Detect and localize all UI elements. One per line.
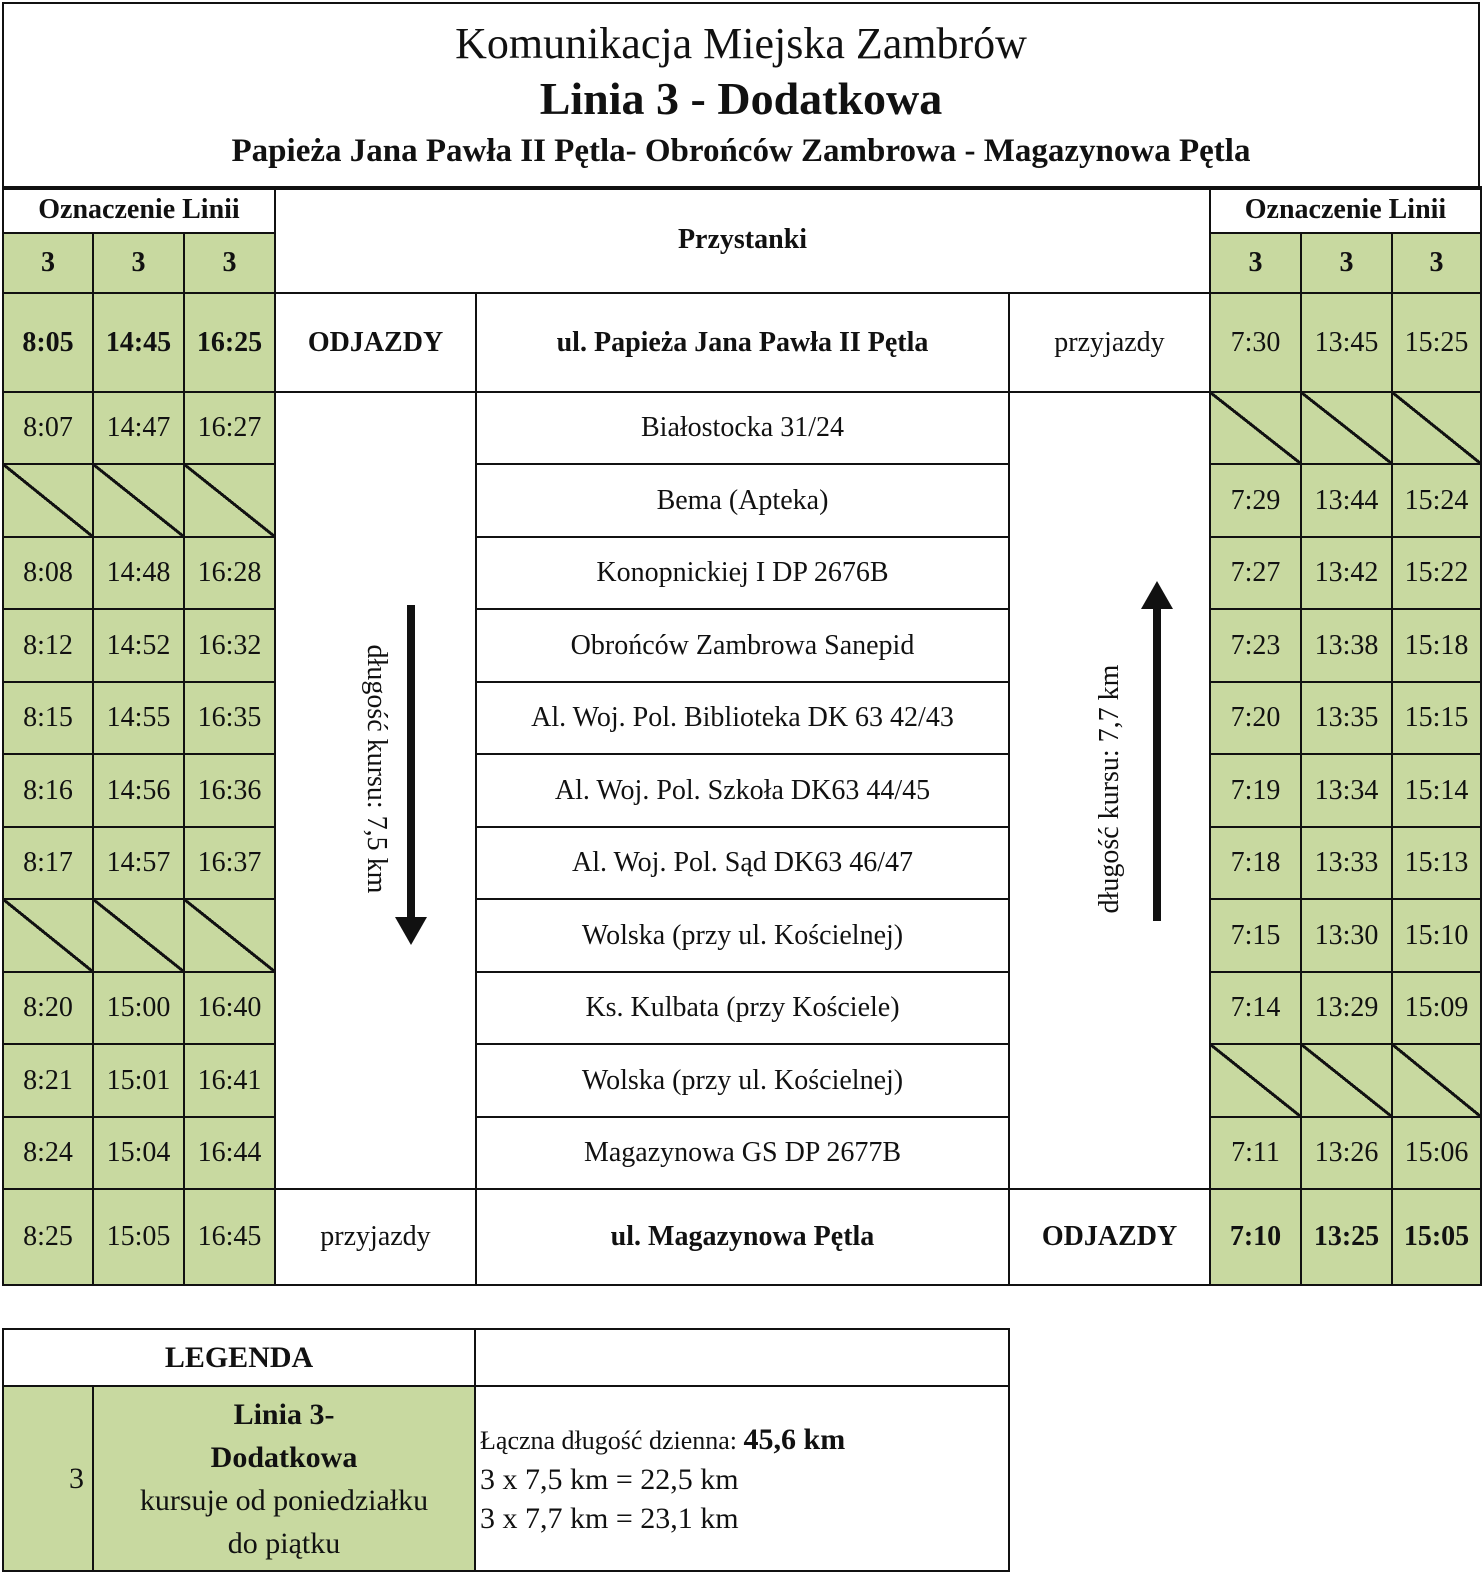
arrival-time: 8:25 bbox=[3, 1189, 93, 1285]
arrival-time: 15:22 bbox=[1392, 537, 1481, 609]
line-number-cell: 3 bbox=[1210, 233, 1301, 293]
no-stop-cell bbox=[1392, 1044, 1481, 1117]
stop-name: Obrońców Zambrowa Sanepid bbox=[476, 609, 1009, 682]
no-stop-cell bbox=[93, 899, 184, 972]
legend-schedule: do piątku bbox=[227, 1526, 341, 1560]
departure-time: 16:44 bbox=[184, 1117, 275, 1189]
stop-row bbox=[3, 972, 1481, 1044]
legend-schedule: kursuje od poniedziałku bbox=[139, 1483, 429, 1517]
departure-time: 14:52 bbox=[93, 609, 184, 682]
stops-header: Przystanki bbox=[275, 187, 1210, 293]
departure-time: 15:00 bbox=[93, 972, 184, 1044]
departure-time: 16:32 bbox=[184, 609, 275, 682]
course-length-label: długość kursu: 7,7 km bbox=[1094, 664, 1125, 914]
no-stop-cell bbox=[93, 464, 184, 537]
last-stop-name: ul. Magazynowa Pętla bbox=[476, 1189, 1009, 1285]
stop-name: Magazynowa GS DP 2677B bbox=[476, 1117, 1009, 1189]
departure-time: 8:05 bbox=[3, 293, 93, 392]
arrival-time: 15:25 bbox=[1392, 293, 1481, 392]
no-stop-cell bbox=[1210, 1044, 1301, 1117]
legend-line-description bbox=[93, 1386, 475, 1571]
arrival-time: 13:38 bbox=[1301, 609, 1392, 682]
stop-row bbox=[3, 682, 1481, 754]
arrival-time: 7:18 bbox=[1210, 827, 1301, 899]
departures-label: ODJAZDY bbox=[1009, 1189, 1210, 1285]
arrival-time: 13:34 bbox=[1301, 754, 1392, 827]
arrival-time: 15:05 bbox=[93, 1189, 184, 1285]
stop-name: Al. Woj. Pol. Biblioteka DK 63 42/43 bbox=[476, 682, 1009, 754]
arrival-time: 7:20 bbox=[1210, 682, 1301, 754]
course-length-label: długość kursu: 7,5 km bbox=[361, 644, 392, 894]
arrival-time: 7:11 bbox=[1210, 1117, 1301, 1189]
stop-name: Konopnickiej I DP 2676B bbox=[476, 537, 1009, 609]
departure-time: 16:36 bbox=[184, 754, 275, 827]
direction-down-cell bbox=[275, 392, 476, 1189]
departure-time: 14:47 bbox=[93, 392, 184, 464]
header-box bbox=[2, 2, 1480, 190]
page-title: Komunikacja Miejska Zambrów bbox=[455, 19, 1027, 68]
stop-name: Wolska (przy ul. Kościelnej) bbox=[476, 1044, 1009, 1117]
arrival-time: 15:10 bbox=[1392, 899, 1481, 972]
arrival-time: 13:35 bbox=[1301, 682, 1392, 754]
no-stop-cell bbox=[184, 899, 275, 972]
arrival-time: 15:24 bbox=[1392, 464, 1481, 537]
daily-length-label: Łączna długość dzienna: bbox=[480, 1425, 744, 1455]
departure-time: 14:56 bbox=[93, 754, 184, 827]
stop-row bbox=[3, 464, 1481, 537]
departure-time: 16:28 bbox=[184, 537, 275, 609]
stop-row bbox=[3, 392, 1481, 464]
line-name: Linia 3 - Dodatkowa bbox=[539, 73, 943, 124]
stop-row bbox=[3, 1117, 1481, 1189]
no-stop-cell bbox=[3, 464, 93, 537]
arrival-time: 15:15 bbox=[1392, 682, 1481, 754]
stop-name: Wolska (przy ul. Kościelnej) bbox=[476, 899, 1009, 972]
no-stop-cell bbox=[184, 464, 275, 537]
arrival-time: 13:45 bbox=[1301, 293, 1392, 392]
calc-down: 3 x 7,5 km = 22,5 km bbox=[480, 1462, 739, 1496]
no-stop-cell bbox=[1301, 392, 1392, 464]
no-stop-cell bbox=[1210, 392, 1301, 464]
departure-time: 14:48 bbox=[93, 537, 184, 609]
departure-time: 14:45 bbox=[93, 293, 184, 392]
legend-empty-cell bbox=[475, 1329, 1009, 1386]
direction-up-cell bbox=[1009, 392, 1210, 1189]
timetable bbox=[2, 186, 1482, 1286]
line-designation-header-left: Oznaczenie Linii bbox=[3, 187, 275, 233]
departure-time: 8:15 bbox=[3, 682, 93, 754]
arrival-time: 13:44 bbox=[1301, 464, 1392, 537]
arrival-time: 7:23 bbox=[1210, 609, 1301, 682]
stop-row bbox=[3, 1044, 1481, 1117]
departure-time: 16:27 bbox=[184, 392, 275, 464]
departure-time: 14:57 bbox=[93, 827, 184, 899]
arrival-time: 15:14 bbox=[1392, 754, 1481, 827]
line-number-cell: 3 bbox=[1301, 233, 1392, 293]
departure-time: 14:55 bbox=[93, 682, 184, 754]
arrival-time: 15:06 bbox=[1392, 1117, 1481, 1189]
arrival-time: 13:26 bbox=[1301, 1117, 1392, 1189]
legend-distance-info bbox=[475, 1386, 1009, 1571]
departure-time: 16:40 bbox=[184, 972, 275, 1044]
stop-name: Ks. Kulbata (przy Kościele) bbox=[476, 972, 1009, 1044]
legend-title: LEGENDA bbox=[3, 1329, 475, 1386]
stop-row bbox=[3, 827, 1481, 899]
departure-time: 8:07 bbox=[3, 392, 93, 464]
stop-name: Białostocka 31/24 bbox=[476, 392, 1009, 464]
last-stop-row bbox=[3, 1189, 1481, 1285]
arrow-up-icon bbox=[1137, 581, 1177, 941]
stop-row bbox=[3, 899, 1481, 972]
line-number-cell: 3 bbox=[184, 233, 275, 293]
line-number-cell: 3 bbox=[3, 233, 93, 293]
departure-time: 15:04 bbox=[93, 1117, 184, 1189]
arrival-time: 7:30 bbox=[1210, 293, 1301, 392]
arrow-down-icon bbox=[391, 605, 431, 965]
first-stop-row bbox=[3, 293, 1481, 392]
arrival-time: 7:15 bbox=[1210, 899, 1301, 972]
departure-time: 8:16 bbox=[3, 754, 93, 827]
daily-length-value: 45,6 km bbox=[743, 1422, 846, 1456]
departure-time: 16:25 bbox=[184, 293, 275, 392]
no-stop-cell bbox=[3, 899, 93, 972]
departure-time: 8:21 bbox=[3, 1044, 93, 1117]
departure-time: 16:41 bbox=[184, 1044, 275, 1117]
departure-time: 13:25 bbox=[1301, 1189, 1392, 1285]
departure-time: 8:17 bbox=[3, 827, 93, 899]
departure-time: 8:08 bbox=[3, 537, 93, 609]
legend-table bbox=[2, 1328, 1010, 1572]
arrival-time: 13:29 bbox=[1301, 972, 1392, 1044]
departure-time: 15:01 bbox=[93, 1044, 184, 1117]
stop-row bbox=[3, 754, 1481, 827]
line-designation-header-right: Oznaczenie Linii bbox=[1210, 187, 1481, 233]
legend-line-name: Linia 3- bbox=[233, 1397, 335, 1431]
arrival-time: 13:30 bbox=[1301, 899, 1392, 972]
no-stop-cell bbox=[1301, 1044, 1392, 1117]
departures-label: ODJAZDY bbox=[275, 293, 476, 392]
departure-time: 8:12 bbox=[3, 609, 93, 682]
stop-row bbox=[3, 537, 1481, 609]
stop-name: Al. Woj. Pol. Sąd DK63 46/47 bbox=[476, 827, 1009, 899]
line-number-cell: 3 bbox=[93, 233, 184, 293]
departure-time: 16:37 bbox=[184, 827, 275, 899]
stop-row bbox=[3, 609, 1481, 682]
arrival-time: 7:14 bbox=[1210, 972, 1301, 1044]
arrival-time: 7:19 bbox=[1210, 754, 1301, 827]
arrival-time: 15:09 bbox=[1392, 972, 1481, 1044]
departure-time: 8:20 bbox=[3, 972, 93, 1044]
arrival-time: 13:42 bbox=[1301, 537, 1392, 609]
first-stop-name: ul. Papieża Jana Pawła II Pętla bbox=[476, 293, 1009, 392]
line-number-cell: 3 bbox=[1392, 233, 1481, 293]
legend-line-number: 3 bbox=[3, 1386, 93, 1571]
arrivals-label: przyjazdy bbox=[1009, 293, 1210, 392]
header bbox=[4, 4, 1478, 188]
no-stop-cell bbox=[1392, 392, 1481, 464]
arrivals-label: przyjazdy bbox=[275, 1189, 476, 1285]
stop-name: Al. Woj. Pol. Szkoła DK63 44/45 bbox=[476, 754, 1009, 827]
arrival-time: 13:33 bbox=[1301, 827, 1392, 899]
arrival-time: 7:27 bbox=[1210, 537, 1301, 609]
departure-time: 8:24 bbox=[3, 1117, 93, 1189]
arrival-time: 15:13 bbox=[1392, 827, 1481, 899]
departure-time: 15:05 bbox=[1392, 1189, 1481, 1285]
arrival-time: 7:29 bbox=[1210, 464, 1301, 537]
stop-name: Bema (Apteka) bbox=[476, 464, 1009, 537]
departure-time: 16:35 bbox=[184, 682, 275, 754]
calc-up: 3 x 7,7 km = 23,1 km bbox=[480, 1501, 739, 1535]
arrival-time: 15:18 bbox=[1392, 609, 1481, 682]
departure-time: 7:10 bbox=[1210, 1189, 1301, 1285]
route-description: Papieża Jana Pawła II Pętla- Obrońców Zambrowa - Magazynowa Pętla bbox=[231, 133, 1251, 169]
arrival-time: 16:45 bbox=[184, 1189, 275, 1285]
legend-line-name: Dodatkowa bbox=[210, 1440, 358, 1474]
